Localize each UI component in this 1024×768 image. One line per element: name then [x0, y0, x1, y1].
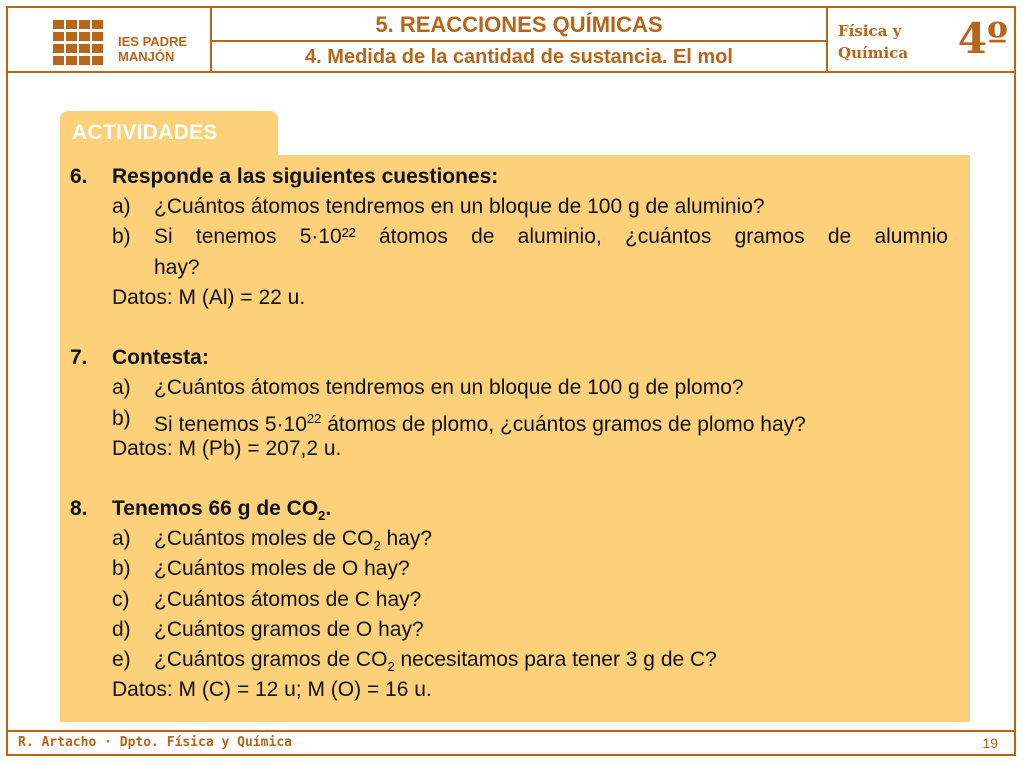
page-number: 19 — [982, 735, 998, 751]
exponent: 22 — [306, 410, 322, 426]
item-text: hay? — [154, 255, 200, 279]
question-6b-continuation — [70, 253, 960, 283]
text-part: Si tenemos 5·10 — [154, 412, 307, 436]
subject-name — [838, 20, 908, 64]
question-6b — [70, 222, 960, 252]
subscript: 2 — [387, 659, 395, 675]
word: de — [827, 225, 852, 249]
subscript: 2 — [318, 508, 326, 524]
question-number: 8. — [70, 497, 88, 521]
question-8d — [70, 615, 960, 645]
question-title: Responde a las siguientes cuestiones: — [112, 165, 499, 188]
question-6-heading — [70, 162, 960, 192]
word: tenemos — [195, 225, 277, 249]
item-label: b) — [112, 406, 131, 430]
subject-line1: Física y — [838, 22, 902, 40]
item-label: a) — [112, 376, 131, 400]
activities-content — [70, 162, 960, 705]
text-part: . — [325, 497, 332, 521]
word: gramos — [734, 225, 805, 249]
word: ¿cuántos — [624, 225, 712, 249]
item-text: ¿Cuántos átomos tendremos en un bloque de 100 g de aluminio? — [154, 195, 765, 219]
text-part: Tenemos 66 g de CO — [112, 497, 319, 521]
text-part: ¿Cuántos moles de CO — [154, 527, 374, 551]
footer-author: R. Artacho · Dpto. Física y Química — [18, 735, 292, 750]
item-label: e) — [112, 648, 131, 671]
word: aluminio, — [517, 225, 602, 249]
activities-tab — [60, 111, 278, 157]
text-part: ¿Cuántos gramos de CO — [154, 648, 388, 671]
subject-line2: Química — [838, 44, 909, 62]
item-text-justified — [154, 222, 948, 252]
word: de — [471, 225, 495, 249]
question-8e — [70, 645, 960, 675]
item-label: a) — [112, 195, 131, 219]
question-7-heading — [70, 343, 960, 373]
question-number: 7. — [70, 346, 88, 370]
school-logo-icon — [53, 20, 115, 68]
logo-box — [6, 6, 212, 73]
data-text: Datos: M (C) = 12 u; M (O) = 16 u. — [112, 678, 432, 702]
school-name — [118, 34, 187, 64]
spacer — [70, 464, 960, 494]
item-text: ¿Cuántos átomos tendremos en un bloque de 100 g de plomo? — [154, 376, 744, 400]
question-6a — [70, 192, 960, 222]
question-8b — [70, 554, 960, 584]
data-text: Datos: M (Al) = 22 u. — [112, 285, 306, 309]
question-8-heading — [70, 494, 960, 524]
text-part: necesitamos para tener 3 g de C? — [394, 648, 717, 671]
word: 5·10²² — [299, 225, 356, 249]
data-text: Datos: M (Pb) = 207,2 u. — [112, 436, 342, 460]
unit-title: 5. REACCIONES QUÍMICAS — [212, 10, 826, 42]
word: átomos — [378, 225, 448, 249]
question-7-data — [70, 434, 960, 464]
item-text: ¿Cuántos moles de O hay? — [154, 557, 410, 581]
footer — [6, 730, 1016, 756]
school-name-line1: IES PADRE — [118, 34, 188, 49]
activities-tab-label: ACTIVIDADES — [72, 121, 218, 144]
item-label: b) — [112, 557, 131, 581]
question-number: 6. — [70, 165, 88, 188]
subscript: 2 — [373, 538, 381, 554]
spacer — [70, 313, 960, 343]
grade-label: 4º — [957, 14, 1008, 63]
question-8a — [70, 524, 960, 554]
text-part: hay? — [380, 527, 433, 551]
word: alumnio — [874, 225, 948, 249]
item-label: b) — [112, 225, 131, 249]
item-label: d) — [112, 617, 131, 641]
question-7a — [70, 373, 960, 403]
question-7b — [70, 404, 960, 434]
item-label: a) — [112, 527, 131, 551]
item-text: ¿Cuántos gramos de O hay? — [154, 617, 424, 641]
word: Si — [154, 225, 173, 249]
subject-box — [826, 6, 1016, 73]
question-6-data — [70, 283, 960, 313]
item-text: ¿Cuántos átomos de C hay? — [154, 587, 422, 611]
item-label: c) — [112, 587, 130, 611]
title-box — [210, 6, 828, 73]
question-8c — [70, 585, 960, 615]
text-part: átomos de plomo, ¿cuántos gramos de plomo hay? — [321, 412, 806, 436]
question-title: Contesta: — [112, 346, 209, 370]
section-title: 4. Medida de la cantidad de sustancia. El mol — [305, 46, 733, 68]
question-8-data — [70, 675, 960, 705]
school-name-line2: MANJÓN — [118, 49, 175, 64]
